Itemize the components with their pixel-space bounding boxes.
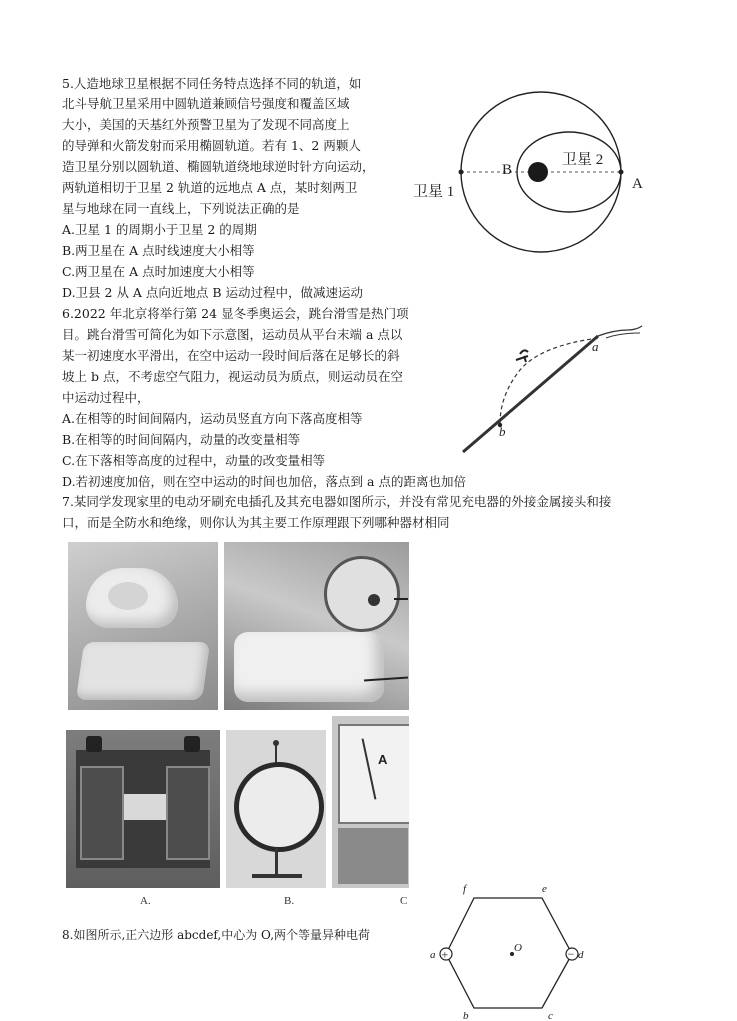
q5-line-7: 星与地球在同一直线上，下列说法正确的是 [62, 201, 300, 216]
q6-line-3: 某一初速度水平滑出，在空中运动一段时间后落在足够长的斜 [62, 348, 400, 363]
plus-sign: + [441, 947, 449, 962]
q6-line-1: 6.2022 年北京将举行第 24 显冬季奥运会，跳台滑雪是热门项 [62, 306, 409, 321]
trajectory [500, 338, 598, 424]
vertex-e: e [542, 883, 547, 895]
q5-option-d: D.卫县 2 从 A 点向近地点 B 运动过程中，做减速运动 [62, 285, 364, 300]
platform-edge [606, 333, 640, 338]
vertex-f: f [463, 883, 467, 895]
vertex-a: a [430, 949, 436, 961]
earth [528, 162, 548, 182]
option-a-transformer-photo [66, 730, 220, 888]
label-b: b [499, 424, 506, 439]
q5-line-6: 两轨道相切于卫星 2 轨道的远地点 A 点，某时刻两卫 [62, 180, 358, 195]
q6-line-5: 中运动过程中， [62, 390, 150, 405]
q5-line-3: 大小，美国的天基红外预警卫星为了发现不同高度上 [62, 117, 350, 132]
q6-option-a: A.在相等的时间间隔内，运动员竖直方向下落高度相等 [62, 411, 363, 426]
label-point-a: A [632, 176, 643, 192]
hexagon [446, 898, 572, 1008]
label-a: a [592, 339, 599, 354]
slope [463, 336, 598, 452]
ski-jump-diagram [455, 318, 655, 458]
caption-c: C [400, 895, 408, 907]
label-satellite-2: 卫星 2 [562, 152, 604, 168]
q6-option-c: C.在下落相等高度的过程中，动量的改变量相等 [62, 453, 326, 468]
option-c-meter-photo [332, 716, 409, 888]
q6-option-b: B.在相等的时间间隔内，动量的改变量相等 [62, 432, 301, 447]
q5-line-2: 北斗导航卫星采用中圆轨道兼顾信号强度和覆盖区域 [62, 96, 350, 111]
option-b-electroscope-photo [226, 730, 326, 888]
satellite-1-dot [459, 170, 464, 175]
vertex-c: c [548, 1010, 553, 1021]
q7-line-1: 7.某同学发现家里的电动牙刷充电插孔及其充电器如图所示，并没有常见充电器的外接金属接头和接 [62, 494, 612, 509]
orbit-diagram [410, 62, 672, 272]
vertex-d: d [578, 949, 584, 961]
skier-icon [516, 350, 528, 362]
q5-line-5: 造卫星分别以圆轨道、椭圆轨道绕地球逆时针方向运动， [62, 159, 375, 174]
q8-line-1: 8.如图所示,正六边形 abcdef,中心为 O,两个等量异种电荷 [62, 928, 371, 942]
satellite-2-dot [619, 170, 624, 175]
q5-option-a: A.卫星 1 的周期小于卫星 2 的周期 [62, 222, 257, 237]
minus-sign: − [567, 947, 575, 961]
caption-b: B. [284, 895, 295, 907]
q5-option-b: B.两卫星在 A 点时线速度大小相等 [62, 243, 255, 258]
q5-option-c: C.两卫星在 A 点时加速度大小相等 [62, 264, 255, 279]
meter-unit-label: A [378, 752, 388, 767]
q6-line-2: 目。跳台滑雪可简化为如下示意图，运动员从平台末端 a 点以 [62, 327, 403, 342]
charger-photo [224, 542, 409, 710]
q6-line-4: 坡上 b 点，不考虑空气阻力，视运动员为质点，则运动员在空 [62, 369, 403, 384]
vertex-b: b [463, 1010, 469, 1021]
center-label: O [514, 942, 522, 954]
q6-option-d: D.若初速度加倍，则在空中运动的时间也加倍，落点到 a 点的距离也加倍 [62, 474, 466, 489]
q5-line-4: 的导弹和火箭发射而采用椭圆轨道。若有 1、2 两颗人 [62, 138, 361, 153]
q7-line-2: 口，而是全防水和绝缘，则你认为其主要工作原理跟下列哪种器材相同 [62, 515, 450, 530]
caption-a: A. [140, 895, 151, 907]
label-point-b: B [502, 162, 513, 178]
hexagon-diagram [420, 880, 600, 1021]
label-satellite-1: 卫星 1 [413, 184, 455, 200]
q5-line-1: 5.人造地球卫星根据不同任务特点选择不同的轨道，如 [62, 76, 362, 91]
toothbrush-base-photo [68, 542, 218, 710]
